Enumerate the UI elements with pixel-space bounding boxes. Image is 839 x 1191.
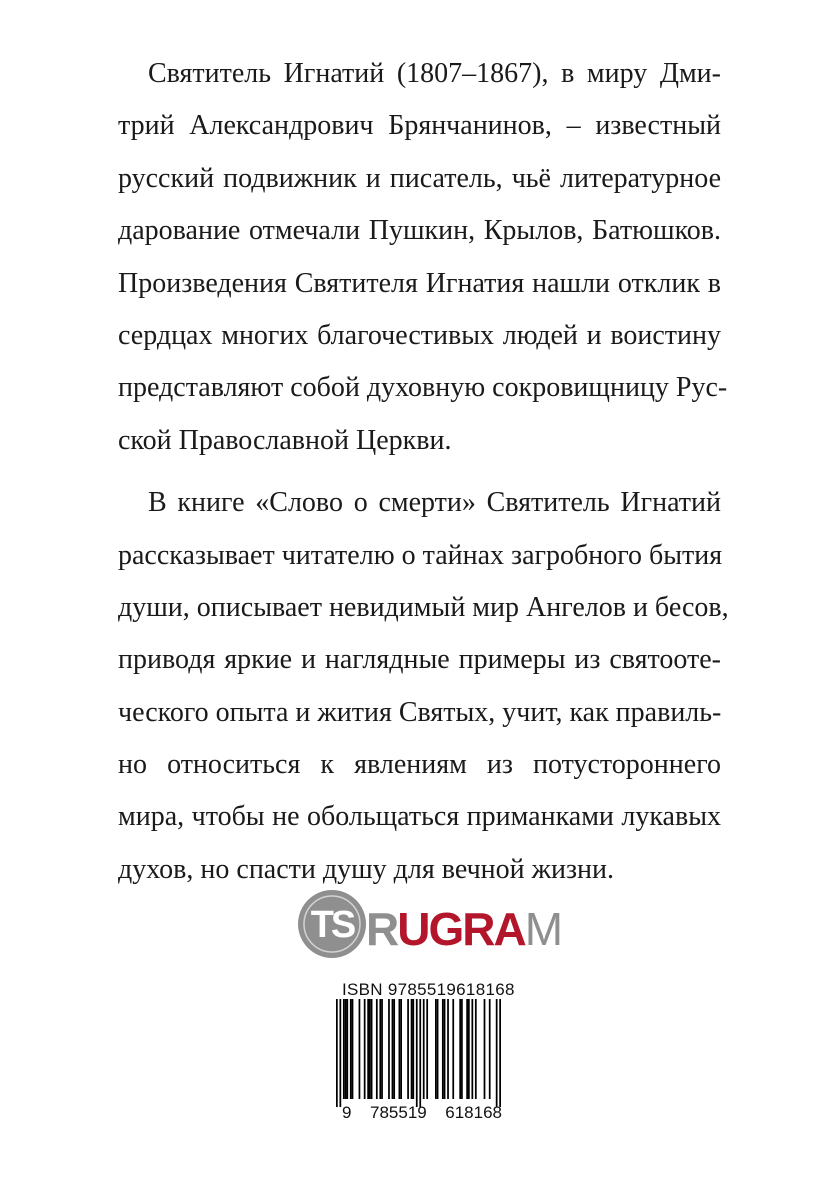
text-line: приводя яркие и наглядные примеры из святооте- <box>118 644 721 676</box>
barcode-bar <box>419 999 421 1107</box>
barcode <box>336 999 501 1107</box>
text-line: ской Православной Церкви. <box>118 424 452 456</box>
text-line: представляют собой духовную сокровищницу Рус- <box>118 372 728 404</box>
text-line: В книге «Слово о смерти» Святитель Игнатий <box>148 487 721 519</box>
barcode-bar <box>392 999 394 1099</box>
barcode-bar <box>447 999 449 1099</box>
text-line: но относиться к явлениям из потустороннего <box>118 749 721 781</box>
text-line: души, описывает невидимый мир Ангелов и бесов, <box>118 591 729 623</box>
barcode-bar <box>468 999 470 1099</box>
text-line: духов, но спасти душу для вечной жизни. <box>118 853 614 885</box>
barcode-bar <box>352 999 354 1099</box>
isbn-digit-group: 9 <box>342 1103 352 1122</box>
barcode-bar <box>423 999 425 1099</box>
paragraph-2 <box>118 477 729 896</box>
text-line: рассказывает читателю о тайнах загробного бытия <box>118 539 723 571</box>
text-line: Святитель Игнатий (1807–1867), в миру Дми- <box>148 58 721 89</box>
barcode-bar <box>466 999 468 1099</box>
barcode-bar <box>437 999 439 1099</box>
isbn-digits <box>342 1103 502 1123</box>
isbn-label: ISBN 9785519618168 <box>342 980 515 999</box>
text-line: дарование отмечали Пушкин, Крылов, Батюшков. <box>118 215 721 247</box>
text-line: мира, чтобы не обольщаться приманками лукавых <box>118 801 721 833</box>
barcode-bar <box>343 999 345 1099</box>
barcode-bar <box>350 999 352 1099</box>
publisher-logo <box>296 888 562 960</box>
barcode-bar <box>393 999 395 1099</box>
barcode-bar <box>426 999 428 1099</box>
barcode-bar <box>379 999 381 1099</box>
barcode-bar <box>399 999 401 1099</box>
barcode-bar <box>489 999 491 1099</box>
text-line: трий Александрович Брянчанинов, – известный <box>118 110 721 142</box>
barcode-bar <box>499 999 501 1107</box>
barcode-bar <box>471 999 473 1099</box>
barcode-bar <box>412 999 414 1099</box>
isbn-digit-group: 785519 <box>370 1103 427 1122</box>
barcode-bar <box>484 999 486 1099</box>
barcode-bar <box>339 999 341 1107</box>
barcode-bar <box>359 999 361 1099</box>
barcode-bar <box>400 999 402 1099</box>
barcode-bar <box>346 999 348 1099</box>
barcode-bar <box>388 999 390 1099</box>
barcode-bar <box>452 999 454 1099</box>
text-line: русский подвижник и писатель, чьё литературное <box>118 162 721 194</box>
barcode-bar <box>381 999 383 1099</box>
barcode-bar <box>371 999 373 1099</box>
barcode-bar <box>416 999 418 1107</box>
barcode-bar <box>435 999 437 1099</box>
logo-badge-text: TS <box>310 904 354 946</box>
barcode-bar <box>496 999 498 1107</box>
annotation-text <box>118 48 729 896</box>
barcode-bar <box>407 999 409 1099</box>
barcode-bar <box>475 999 477 1099</box>
barcode-bar <box>345 999 347 1099</box>
barcode-bar <box>444 999 446 1099</box>
paragraph-1 <box>118 48 728 467</box>
isbn-digit-group: 618168 <box>445 1103 502 1122</box>
text-line: сердцах многих благочестивых людей и воистину <box>118 319 721 351</box>
barcode-bar <box>411 999 413 1099</box>
barcode-bar <box>364 999 366 1099</box>
barcode-bar <box>461 999 463 1099</box>
barcode-bar <box>367 999 369 1099</box>
barcode-bar <box>336 999 338 1107</box>
barcode-bar <box>376 999 378 1099</box>
text-line: Произведения Святителя Игнатия нашли отклик в <box>118 267 721 299</box>
text-line: ческого опыта и жития Святых, учит, как правиль- <box>118 696 722 728</box>
barcode-bar <box>459 999 461 1099</box>
barcode-bar <box>369 999 371 1099</box>
barcode-bar <box>442 999 444 1099</box>
logo-wordmark: RUGRAM <box>366 903 562 955</box>
